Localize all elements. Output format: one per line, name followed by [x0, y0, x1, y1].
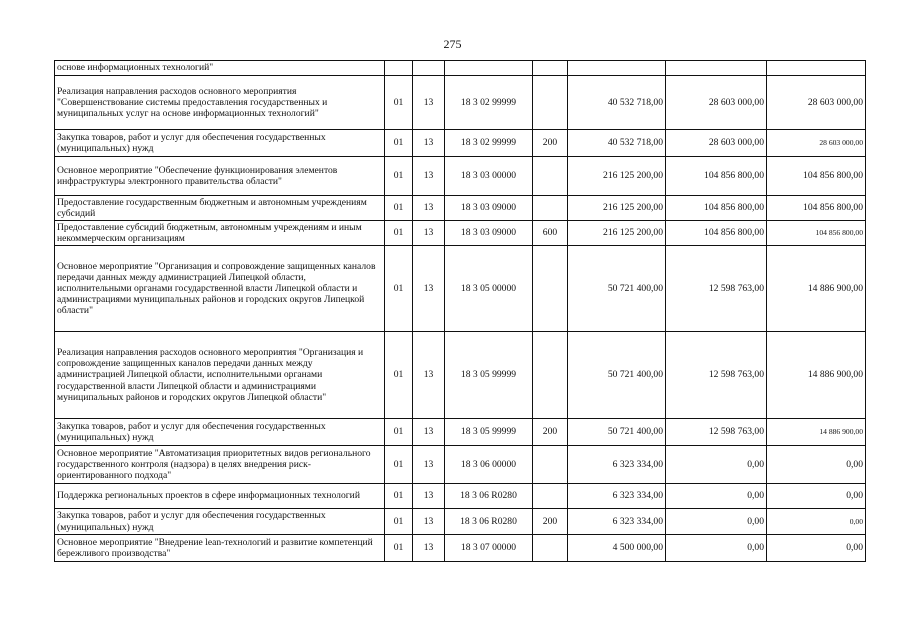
row-expense-type [533, 332, 568, 419]
row-amount-year-1: 216 125 200,00 [568, 196, 666, 221]
row-subsection: 13 [413, 221, 445, 246]
row-subsection: 13 [413, 130, 445, 157]
row-chapter: 01 [385, 535, 413, 562]
row-target-article: 18 3 06 R0280 [445, 509, 533, 535]
row-chapter: 01 [385, 509, 413, 535]
row-target-article: 18 3 02 99999 [445, 130, 533, 157]
row-amount-year-1: 216 125 200,00 [568, 221, 666, 246]
row-amount-year-3: 14 886 900,00 [767, 419, 866, 446]
row-subsection: 13 [413, 246, 445, 332]
row-description: Закупка товаров, работ и услуг для обеспечения государственных (муниципальных) нужд [55, 130, 385, 157]
table-row [55, 535, 866, 562]
row-subsection: 13 [413, 76, 445, 130]
row-expense-type [533, 484, 568, 509]
budget-table [54, 60, 866, 562]
row-amount-year-2: 0,00 [666, 484, 767, 509]
row-amount-year-2: 104 856 800,00 [666, 196, 767, 221]
table-row [55, 221, 866, 246]
row-amount-year-2: 104 856 800,00 [666, 157, 767, 196]
row-chapter: 01 [385, 419, 413, 446]
table-row [55, 509, 866, 535]
row-amount-year-3: 104 856 800,00 [767, 157, 866, 196]
row-amount-year-2: 104 856 800,00 [666, 221, 767, 246]
row-amount-year-2: 0,00 [666, 446, 767, 484]
row-amount-year-3: 104 856 800,00 [767, 196, 866, 221]
row-target-article: 18 3 06 00000 [445, 446, 533, 484]
row-description: Предоставление субсидий бюджетным, автономным учреждениям и иным некоммерческим организациям [55, 221, 385, 246]
row-target-article: 18 3 03 00000 [445, 157, 533, 196]
row-chapter: 01 [385, 221, 413, 246]
row-amount-year-3: 0,00 [767, 535, 866, 562]
table-row [55, 76, 866, 130]
row-target-article: 18 3 05 99999 [445, 332, 533, 419]
row-description: основе информационных технологий" [55, 61, 385, 76]
row-description: Основное мероприятие "Организация и сопровождение защищенных каналов передачи данных между администрацией Липецкой области, исполнительными органами государственной власти Липецкой области и администрациями муниципальных районов и городских округов Липецкой области" [55, 246, 385, 332]
row-subsection: 13 [413, 446, 445, 484]
row-description: Реализация направления расходов основного мероприятия "Совершенствование системы предоставления государственных и муниципальных услуг на основе информационных технологий" [55, 76, 385, 130]
row-expense-type [533, 246, 568, 332]
row-subsection: 13 [413, 332, 445, 419]
row-chapter: 01 [385, 130, 413, 157]
table-row [55, 419, 866, 446]
row-amount-year-2: 28 603 000,00 [666, 76, 767, 130]
row-chapter: 01 [385, 157, 413, 196]
row-description: Реализация направления расходов основного мероприятия "Организация и сопровождение защищенных каналов передачи данных между администрацией Липецкой области, исполнительными органами государственной власти Липецкой области и администрациями муниципальных районов и городских округов Липецкой области" [55, 332, 385, 419]
row-subsection: 13 [413, 419, 445, 446]
row-chapter: 01 [385, 446, 413, 484]
row-target-article: 18 3 03 09000 [445, 221, 533, 246]
table-row [55, 157, 866, 196]
row-amount-year-1: 50 721 400,00 [568, 419, 666, 446]
row-expense-type [533, 61, 568, 76]
table-row [55, 130, 866, 157]
row-amount-year-2: 28 603 000,00 [666, 130, 767, 157]
row-amount-year-3: 14 886 900,00 [767, 332, 866, 419]
row-expense-type: 600 [533, 221, 568, 246]
row-expense-type [533, 76, 568, 130]
row-chapter [385, 61, 413, 76]
row-amount-year-2: 0,00 [666, 509, 767, 535]
row-expense-type: 200 [533, 509, 568, 535]
row-chapter: 01 [385, 332, 413, 419]
row-description: Поддержка региональных проектов в сфере информационных технологий [55, 484, 385, 509]
row-subsection: 13 [413, 196, 445, 221]
row-chapter: 01 [385, 76, 413, 130]
row-expense-type [533, 196, 568, 221]
row-target-article: 18 3 05 99999 [445, 419, 533, 446]
row-amount-year-3: 28 603 000,00 [767, 130, 866, 157]
row-amount-year-3: 0,00 [767, 509, 866, 535]
row-expense-type [533, 535, 568, 562]
row-subsection: 13 [413, 484, 445, 509]
table-row [55, 246, 866, 332]
row-amount-year-2: 0,00 [666, 535, 767, 562]
row-amount-year-2: 12 598 763,00 [666, 419, 767, 446]
row-description: Закупка товаров, работ и услуг для обеспечения государственных (муниципальных) нужд [55, 509, 385, 535]
row-expense-type [533, 446, 568, 484]
row-chapter: 01 [385, 484, 413, 509]
row-amount-year-3: 14 886 900,00 [767, 246, 866, 332]
row-amount-year-1: 4 500 000,00 [568, 535, 666, 562]
row-amount-year-2: 12 598 763,00 [666, 246, 767, 332]
table-row [55, 196, 866, 221]
row-subsection: 13 [413, 509, 445, 535]
row-description: Закупка товаров, работ и услуг для обеспечения государственных (муниципальных) нужд [55, 419, 385, 446]
row-description: Основное мероприятие "Обеспечение функционирования элементов инфраструктуры электронного правительства области" [55, 157, 385, 196]
row-subsection: 13 [413, 535, 445, 562]
row-chapter: 01 [385, 246, 413, 332]
row-target-article: 18 3 06 R0280 [445, 484, 533, 509]
row-amount-year-3: 28 603 000,00 [767, 76, 866, 130]
row-subsection: 13 [413, 157, 445, 196]
page-number: 275 [443, 37, 462, 51]
row-amount-year-1 [568, 61, 666, 76]
row-amount-year-1: 50 721 400,00 [568, 332, 666, 419]
row-amount-year-3: 0,00 [767, 446, 866, 484]
row-description: Предоставление государственным бюджетным и автономным учреждениям субсидий [55, 196, 385, 221]
row-amount-year-1: 50 721 400,00 [568, 246, 666, 332]
row-expense-type: 200 [533, 419, 568, 446]
table-body [55, 61, 866, 562]
row-amount-year-1: 6 323 334,00 [568, 446, 666, 484]
row-amount-year-3: 104 856 800,00 [767, 221, 866, 246]
row-amount-year-3 [767, 61, 866, 76]
row-amount-year-1: 40 532 718,00 [568, 76, 666, 130]
row-amount-year-1: 216 125 200,00 [568, 157, 666, 196]
row-description: Основное мероприятие "Автоматизация приоритетных видов регионального государственного контроля (надзора) в целях внедрения риск-ориентированного подхода" [55, 446, 385, 484]
row-amount-year-2 [666, 61, 767, 76]
row-target-article [445, 61, 533, 76]
row-amount-year-3: 0,00 [767, 484, 866, 509]
table-row [55, 61, 866, 76]
row-subsection [413, 61, 445, 76]
row-expense-type [533, 157, 568, 196]
row-target-article: 18 3 07 00000 [445, 535, 533, 562]
row-expense-type: 200 [533, 130, 568, 157]
table-row [55, 484, 866, 509]
row-amount-year-1: 6 323 334,00 [568, 484, 666, 509]
row-amount-year-1: 6 323 334,00 [568, 509, 666, 535]
row-target-article: 18 3 02 99999 [445, 76, 533, 130]
row-description: Основное мероприятие "Внедрение lean-технологий и развитие компетенций бережливого производства" [55, 535, 385, 562]
row-amount-year-1: 40 532 718,00 [568, 130, 666, 157]
row-chapter: 01 [385, 196, 413, 221]
row-target-article: 18 3 03 09000 [445, 196, 533, 221]
table-row [55, 446, 866, 484]
row-amount-year-2: 12 598 763,00 [666, 332, 767, 419]
table-row [55, 332, 866, 419]
row-target-article: 18 3 05 00000 [445, 246, 533, 332]
